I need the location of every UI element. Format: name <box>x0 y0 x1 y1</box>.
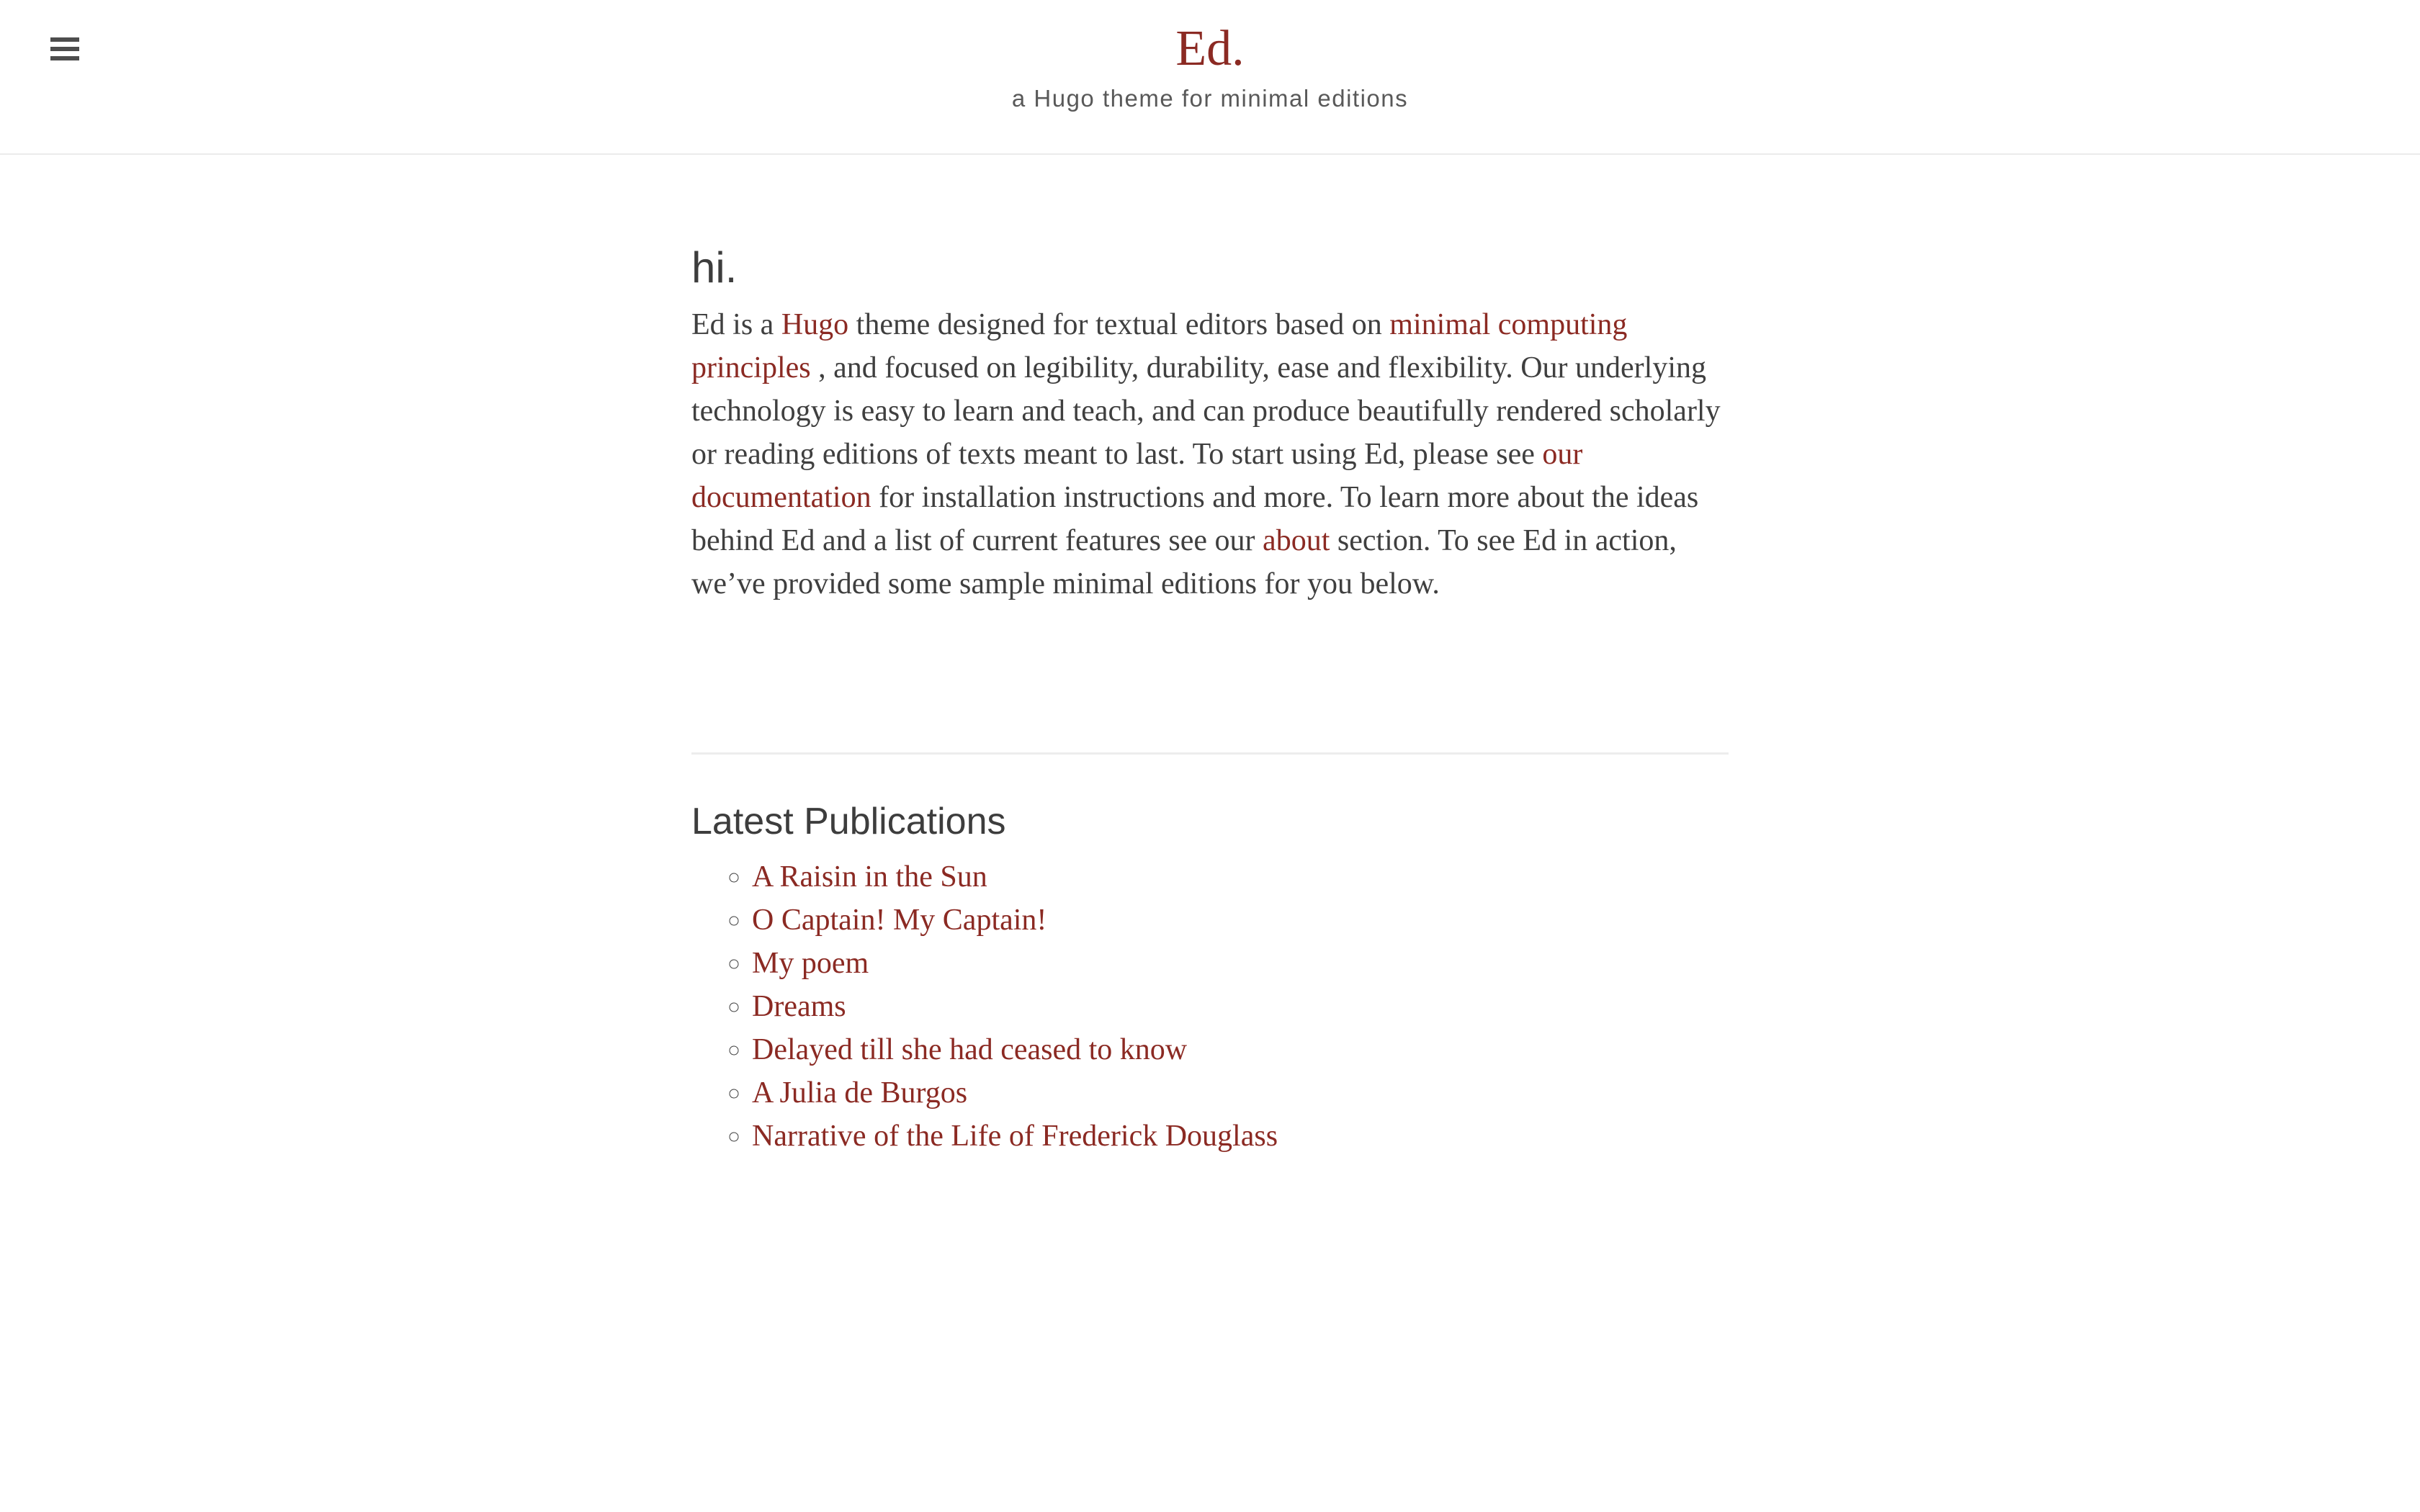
publication-item <box>752 985 1729 1028</box>
inline-link[interactable]: our documentation <box>691 438 1583 515</box>
inline-link[interactable]: about <box>1263 524 1330 558</box>
hamburger-menu-button[interactable] <box>50 37 79 60</box>
section-divider <box>691 752 1729 755</box>
main-content <box>691 155 1729 1302</box>
publication-item <box>752 899 1729 942</box>
inline-link[interactable]: Hugo <box>781 308 849 342</box>
publication-item <box>752 1028 1729 1071</box>
publication-link[interactable]: Dreams <box>752 990 846 1024</box>
publication-link[interactable]: My poem <box>752 947 869 981</box>
site-title-link[interactable]: Ed. <box>1175 21 1245 76</box>
publication-item <box>752 942 1729 985</box>
hamburger-icon <box>50 37 79 42</box>
inline-link[interactable]: minimal computing principles <box>691 308 1628 385</box>
intro-text: theme designed for textual editors based on <box>848 308 1390 342</box>
publication-item <box>752 855 1729 899</box>
publication-link[interactable]: A Julia de Burgos <box>752 1076 968 1110</box>
site-subtitle: a Hugo theme for minimal editions <box>1011 85 1409 112</box>
publications-heading: Latest Publications <box>691 801 1006 843</box>
publication-link[interactable]: Narrative of the Life of Frederick Douglass <box>752 1120 1278 1153</box>
intro-text: Ed is a <box>691 308 781 342</box>
page-title: hi. <box>691 243 738 292</box>
intro-text: section. To see Ed in action, we’ve provided some sample minimal editions for you below. <box>691 524 1677 601</box>
intro-text: for installation instructions and more. To learn more about the ideas behind Ed and a list of current features see our <box>691 481 1699 558</box>
publication-link[interactable]: Delayed till she had ceased to know <box>752 1033 1188 1067</box>
site-title[interactable] <box>0 20 2420 78</box>
intro-text: , and focused on legibility, durability, ease and flexibility. Our underlying technology is easy to learn and teach, and can produce beautifully rendered scholarly or reading editions of texts meant to last. To start using Ed, please see <box>691 351 1721 472</box>
publication-item <box>752 1115 1729 1158</box>
site-header <box>0 0 2420 155</box>
publication-item <box>752 1071 1729 1115</box>
publication-link[interactable]: A Raisin in the Sun <box>752 860 987 894</box>
publication-link[interactable]: O Captain! My Captain! <box>752 904 1047 937</box>
publications-list <box>691 855 1729 1158</box>
intro-paragraph <box>691 303 1729 606</box>
